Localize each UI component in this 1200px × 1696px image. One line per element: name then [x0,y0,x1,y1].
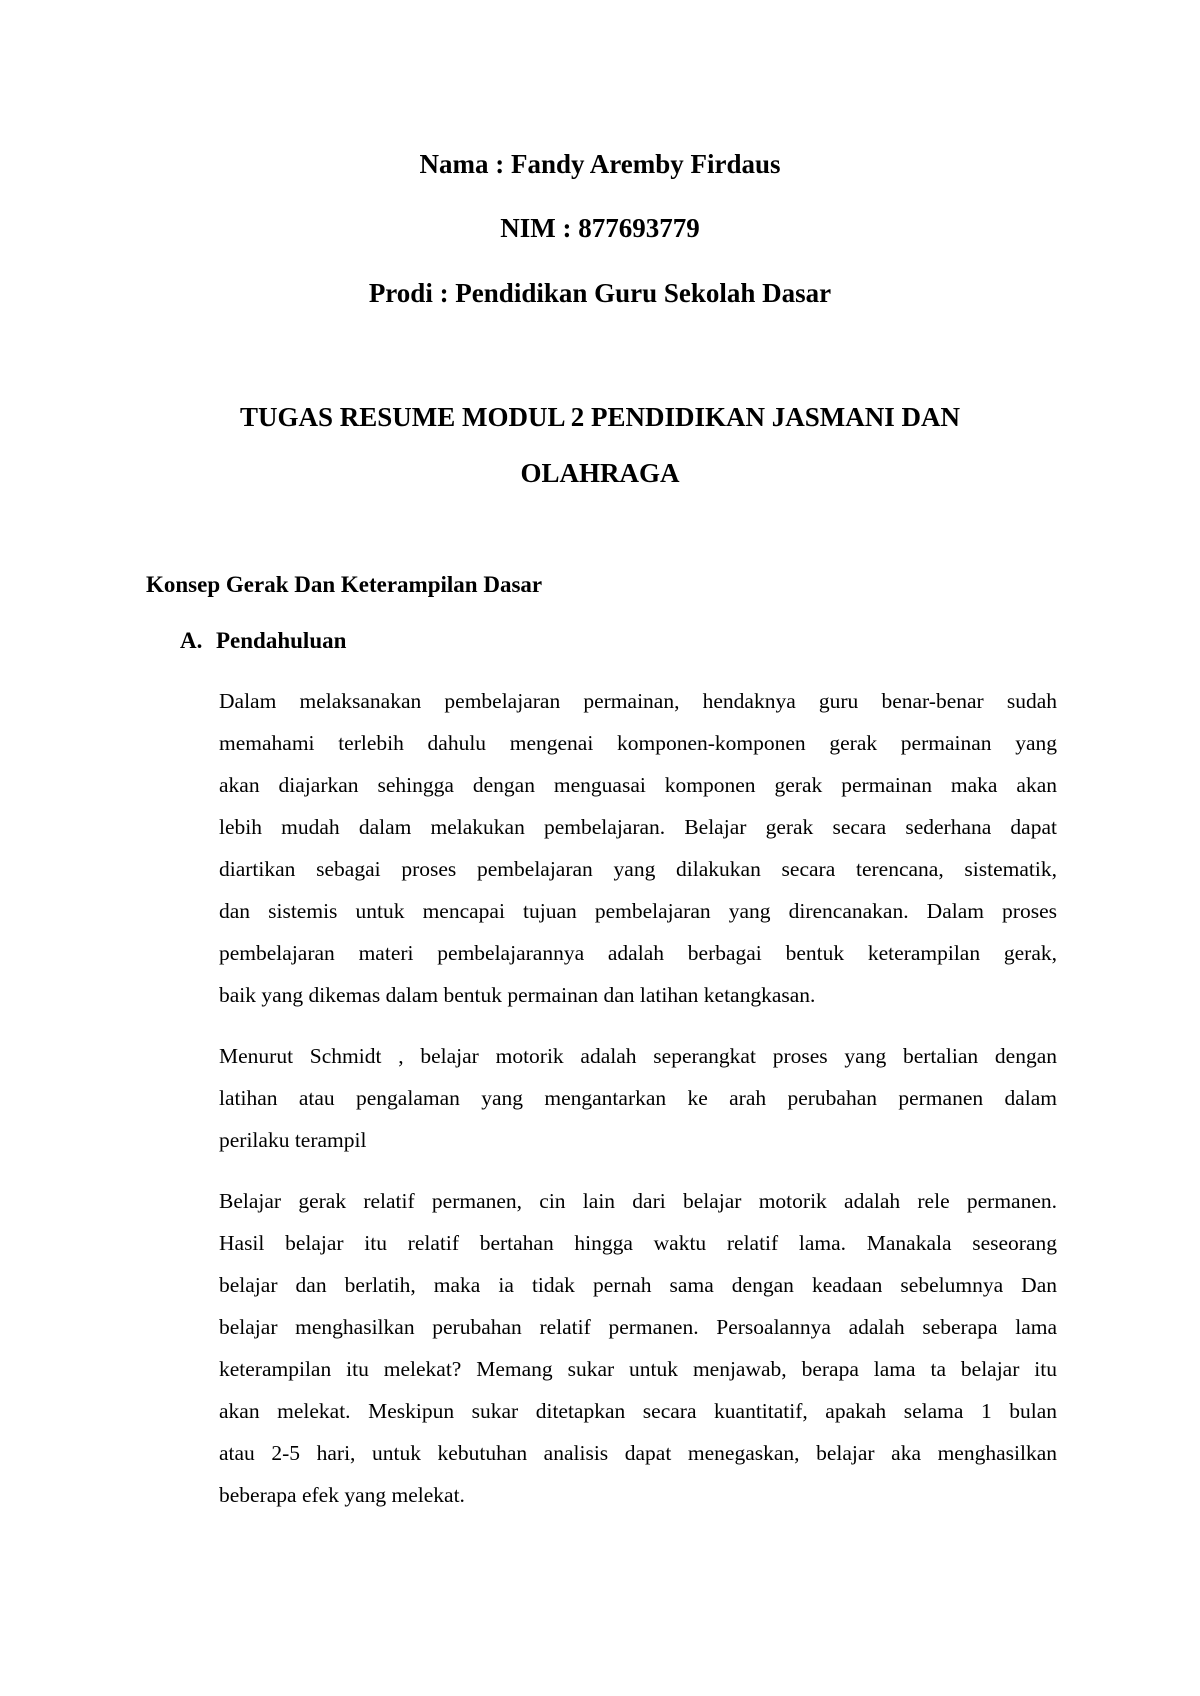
paragraph-line: beberapa efek yang melekat. [219,1483,465,1507]
paragraph-line: Dalam melaksanakan pembelajaran permainan, hendaknya guru benar-benar sudah [219,689,1057,713]
subsection-heading [180,626,346,656]
paragraph-line: latihan atau pengalaman yang mengantarkan ke arah perubahan permanen dalam [219,1086,1057,1110]
paragraph-1 [219,680,1057,1016]
paragraph-line: baik yang dikemas dalam bentuk permainan dan latihan ketangkasan. [219,983,816,1007]
paragraph-line: belajar menghasilkan perubahan relatif permanen. Persoalannya adalah seberapa lama [219,1315,1057,1339]
paragraph-2 [219,1035,1057,1161]
paragraph-line: atau 2-5 hari, untuk kebutuhan analisis dapat menegaskan, belajar aka menghasilkan [219,1441,1057,1465]
student-nim: NIM : 877693779 [500,213,700,243]
subsection-title: Pendahuluan [216,628,347,653]
paragraph-line: Menurut Schmidt , belajar motorik adalah seperangkat proses yang bertalian dengan [219,1044,1057,1068]
paragraph-line: lebih mudah dalam melakukan pembelajaran. Belajar gerak secara sederhana dapat [219,815,1057,839]
document-title-line-2: OLAHRAGA [520,458,680,488]
student-name: Nama : Fandy Aremby Firdaus [419,149,781,179]
paragraph-line: belajar dan berlatih, maka ia tidak pernah sama dengan keadaan sebelumnya Dan [219,1273,1057,1297]
document-title-line-1: TUGAS RESUME MODUL 2 PENDIDIKAN JASMANI DAN [239,402,961,432]
paragraph-line: perilaku terampil [219,1128,367,1152]
student-prodi: Prodi : Pendidikan Guru Sekolah Dasar [368,278,832,308]
paragraph-3 [219,1180,1057,1516]
paragraph-line: akan melekat. Meskipun sukar ditetapkan secara kuantitatif, apakah selama 1 bulan [219,1399,1057,1423]
paragraph-line: Belajar gerak relatif permanen, cin lain dari belajar motorik adalah rele permanen. [219,1189,1057,1213]
paragraph-line: dan sistemis untuk mencapai tujuan pembelajaran yang direncanakan. Dalam proses [219,899,1057,923]
paragraph-line: keterampilan itu melekat? Memang sukar untuk menjawab, berapa lama ta belajar itu [219,1357,1057,1381]
paragraph-line: diartikan sebagai proses pembelajaran yang dilakukan secara terencana, sistematik, [219,857,1057,881]
paragraph-line: Hasil belajar itu relatif bertahan hingga waktu relatif lama. Manakala seseorang [219,1231,1057,1255]
paragraph-line: akan diajarkan sehingga dengan menguasai komponen gerak permainan maka akan [219,773,1057,797]
subsection-marker: A. [180,628,203,653]
section-heading: Konsep Gerak Dan Keterampilan Dasar [146,572,543,597]
paragraph-line: pembelajaran materi pembelajarannya adalah berbagai bentuk keterampilan gerak, [219,941,1057,965]
paragraph-line: memahami terlebih dahulu mengenai komponen-komponen gerak permainan yang [219,731,1057,755]
